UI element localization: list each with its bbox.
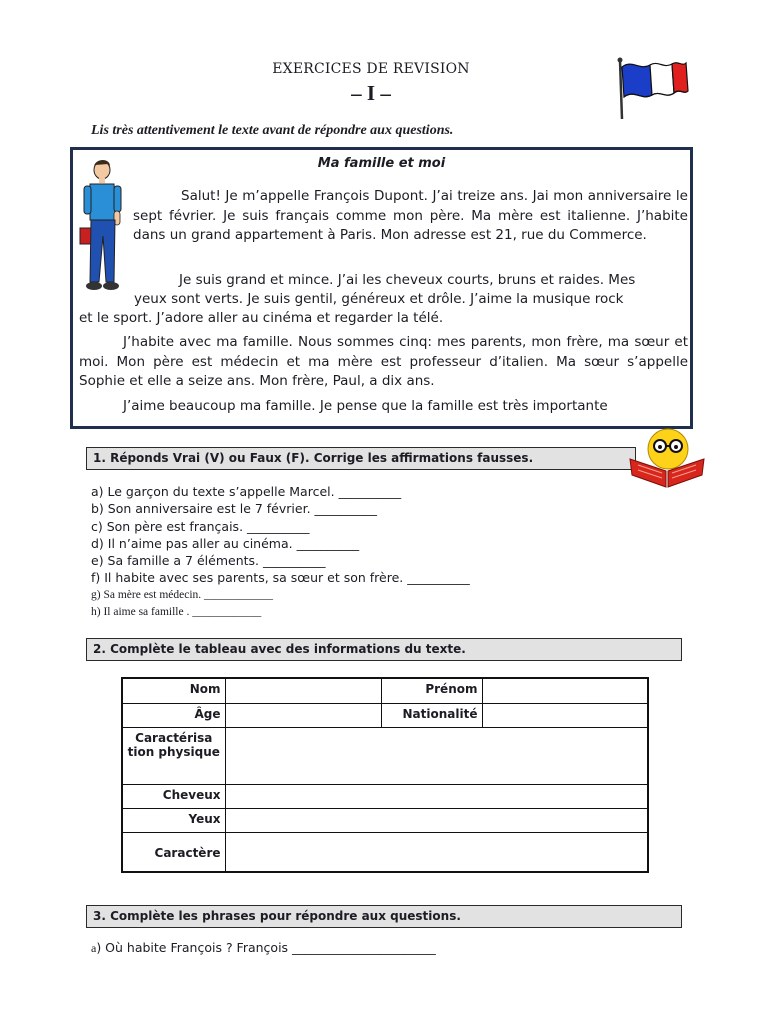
story-paragraph-2-line-2: yeux sont verts. Je suis gentil, généreux et drôle. J’aime la musique rock <box>134 291 624 307</box>
story-paragraph-1: Salut! Je m’appelle François Dupont. J’ai treize ans. Jai mon anniversaire le sept février. Je suis français comme mon père. Ma mère est italienne. J’habite dans un grand appartement à Paris. Mon adresse est 21, rue du Commerce. <box>133 188 688 243</box>
label-yeux: Yeux <box>122 808 225 832</box>
french-flag-icon <box>610 55 692 121</box>
label-caracterisation: Caractérisa tion physique <box>122 727 225 784</box>
question-3a-prefix: a <box>91 941 97 955</box>
question-f: f) Il habite avec ses parents, sa sœur et son frère. __________ <box>91 570 470 586</box>
story-paragraph-2 <box>79 271 688 328</box>
info-table <box>121 677 649 873</box>
question-3a-text: ) Où habite François ? François _______________________ <box>96 940 436 955</box>
question-3a <box>91 940 436 956</box>
input-yeux[interactable] <box>225 808 648 832</box>
question-b: b) Son anniversaire est le 7 février. __________ <box>91 501 378 517</box>
label-cheveux: Cheveux <box>122 784 225 808</box>
input-prenom[interactable] <box>482 678 648 703</box>
story-paragraph-2-line-1: Je suis grand et mince. J’ai les cheveux courts, bruns et raides. Mes <box>179 272 636 288</box>
label-caractere: Caractère <box>122 832 225 872</box>
section-2-heading: 2. Complète le tableau avec des informations du texte. <box>86 638 682 661</box>
instruction-text: Lis très attentivement le texte avant de répondre aux questions. <box>91 123 454 138</box>
story-paragraph-2-line-3: et le sport. J’adore aller au cinéma et regarder la télé. <box>79 310 444 326</box>
story-paragraph-3: J’habite avec ma famille. Nous sommes cinq: mes parents, mon frère, ma sœur et moi. Mon père est médecin et ma mère est professeur d’italien. Ma sœur s’appelle Sophie et elle a seize ans. Mon frère, Paul, a dix ans. <box>79 334 688 389</box>
question-e: e) Sa famille a 7 éléments. __________ <box>91 553 326 569</box>
input-caractere[interactable] <box>225 832 648 872</box>
question-d: d) Il n’aime pas aller au cinéma. __________ <box>91 535 360 551</box>
story-title: Ma famille et moi <box>317 156 446 171</box>
worksheet-title: EXERCICES DE REVISION <box>272 61 470 77</box>
reading-smiley-icon <box>628 425 706 489</box>
worksheet-number: – I – <box>351 81 391 105</box>
true-false-list <box>91 483 470 621</box>
input-nationalite[interactable] <box>482 703 648 727</box>
input-age[interactable] <box>225 703 381 727</box>
input-nom[interactable] <box>225 678 381 703</box>
question-a: a) Le garçon du texte s’appelle Marcel. __________ <box>91 484 402 499</box>
question-g: g) Sa mère est médecin. ____________ <box>91 588 274 601</box>
label-prenom: Prénom <box>381 678 482 703</box>
input-caracterisation[interactable] <box>225 727 648 784</box>
story-paragraph-4: J’aime beaucoup ma famille. Je pense que la famille est très importante <box>123 398 608 414</box>
label-nom: Nom <box>122 678 225 703</box>
label-age: Âge <box>122 703 225 727</box>
question-h: h) Il aime sa famille . ____________ <box>91 606 262 619</box>
question-c: c) Son père est français. __________ <box>91 518 310 534</box>
input-cheveux[interactable] <box>225 784 648 808</box>
label-nationalite: Nationalité <box>381 703 482 727</box>
section-1-heading: 1. Réponds Vrai (V) ou Faux (F). Corrige les affirmations fausses. <box>86 447 636 470</box>
section-3-heading: 3. Complète les phrases pour répondre aux questions. <box>86 905 682 928</box>
